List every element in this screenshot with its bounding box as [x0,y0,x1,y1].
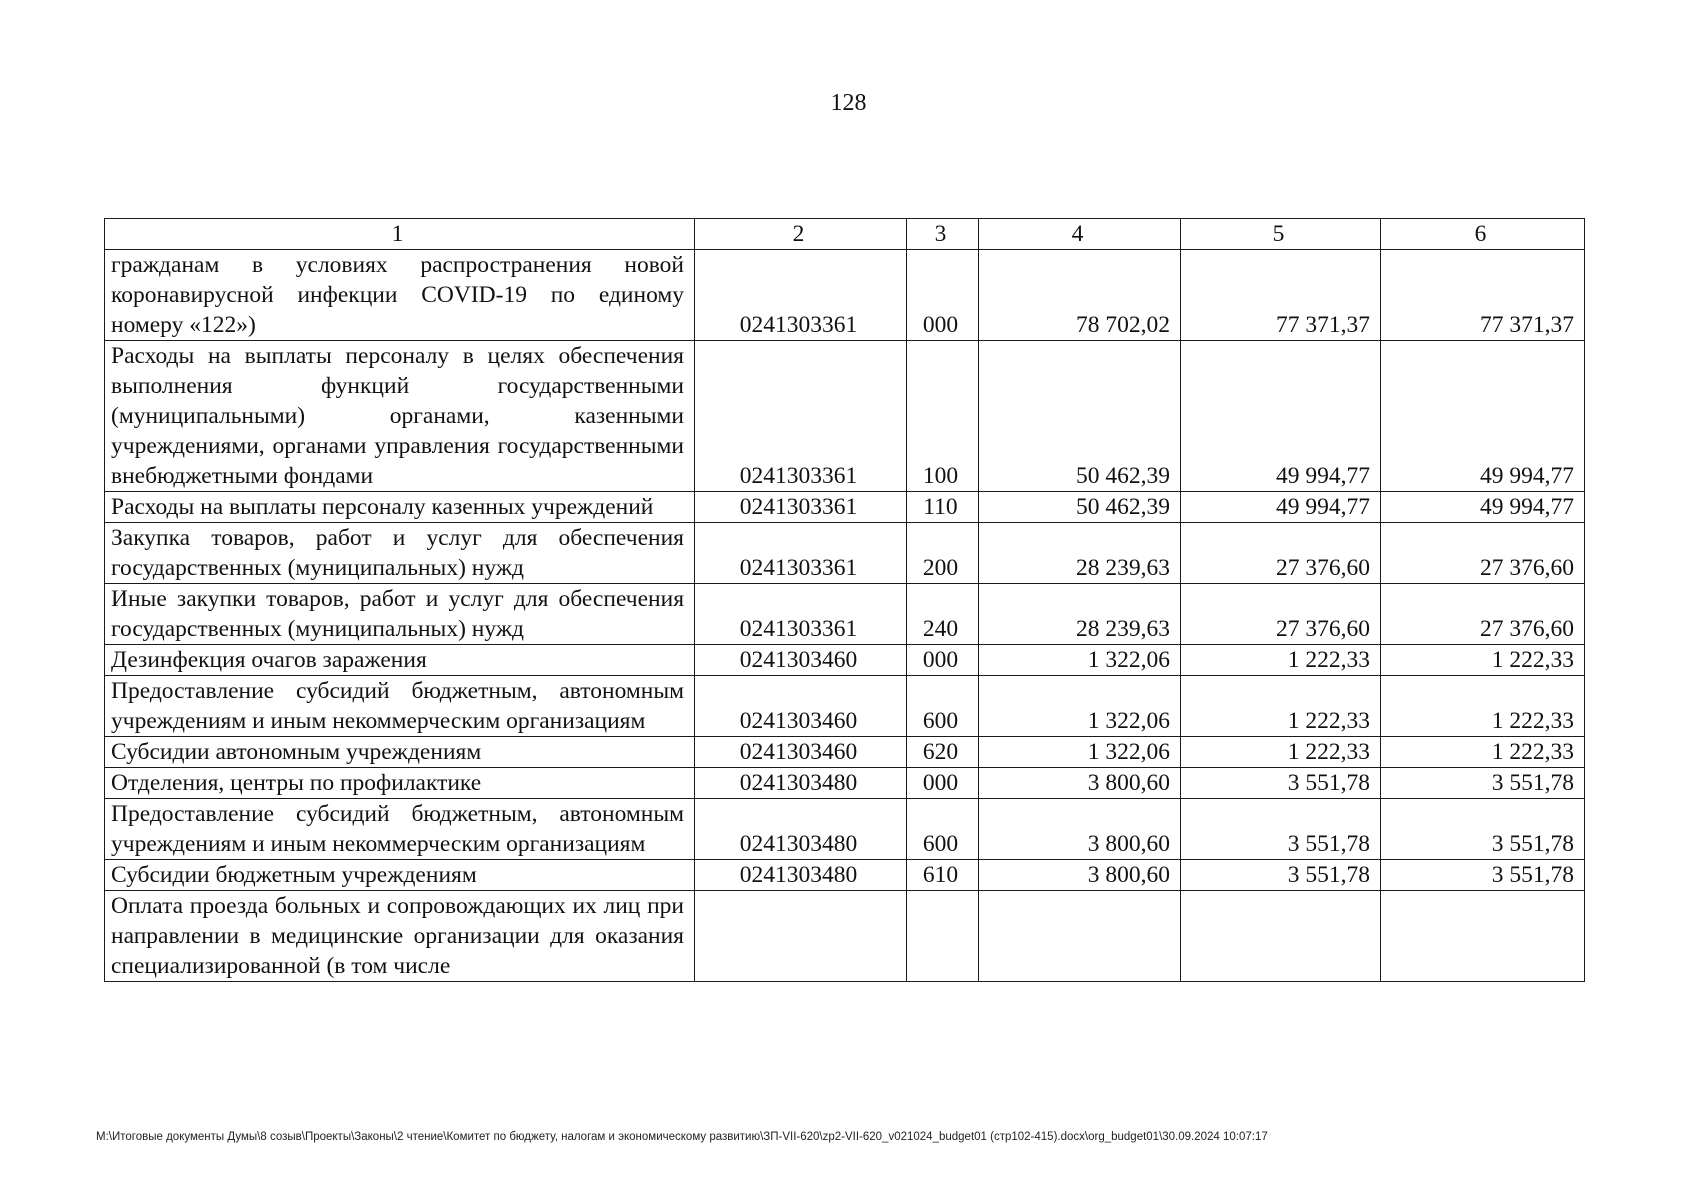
row-target-code: 0241303480 [695,799,907,860]
row-value-col-4: 28 239,63 [979,523,1181,584]
header-col-3: 3 [907,219,979,250]
budget-table [104,218,1585,982]
row-value-col-5: 27 376,60 [1181,584,1381,645]
row-expense-kind [907,891,979,982]
row-value-col-5 [1181,891,1381,982]
table-header-row [105,219,1585,250]
row-value-col-6: 49 994,77 [1381,341,1585,492]
row-target-code: 0241303480 [695,768,907,799]
row-name: Субсидии бюджетным учреждениям [105,860,695,891]
table-row [105,768,1585,799]
row-expense-kind: 240 [907,584,979,645]
row-value-col-5: 49 994,77 [1181,341,1381,492]
row-value-col-6: 77 371,37 [1381,250,1585,341]
row-target-code: 0241303480 [695,860,907,891]
row-name: Закупка товаров, работ и услуг для обеспечения государственных (муниципальных) нужд [105,523,695,584]
row-value-col-6: 49 994,77 [1381,492,1585,523]
row-name: гражданам в условиях распространения новой коронавирусной инфекции COVID-19 по единому номеру «122») [105,250,695,341]
row-value-col-5: 3 551,78 [1181,860,1381,891]
header-col-5: 5 [1181,219,1381,250]
row-value-col-5: 27 376,60 [1181,523,1381,584]
row-name: Иные закупки товаров, работ и услуг для обеспечения государственных (муниципальных) нужд [105,584,695,645]
table-row [105,799,1585,860]
row-expense-kind: 200 [907,523,979,584]
row-value-col-5: 1 222,33 [1181,676,1381,737]
row-expense-kind: 600 [907,799,979,860]
row-value-col-4 [979,891,1181,982]
header-col-6: 6 [1381,219,1585,250]
row-value-col-6: 1 222,33 [1381,676,1585,737]
header-col-4: 4 [979,219,1181,250]
row-value-col-6: 27 376,60 [1381,584,1585,645]
row-expense-kind: 110 [907,492,979,523]
row-value-col-5: 1 222,33 [1181,645,1381,676]
table-row [105,492,1585,523]
row-target-code: 0241303361 [695,341,907,492]
row-value-col-4: 1 322,06 [979,737,1181,768]
row-target-code: 0241303361 [695,523,907,584]
row-expense-kind: 000 [907,768,979,799]
row-value-col-4: 3 800,60 [979,860,1181,891]
row-value-col-4: 1 322,06 [979,645,1181,676]
row-value-col-5: 3 551,78 [1181,768,1381,799]
row-value-col-4: 1 322,06 [979,676,1181,737]
table-row [105,584,1585,645]
row-value-col-5: 77 371,37 [1181,250,1381,341]
row-expense-kind: 620 [907,737,979,768]
row-target-code: 0241303460 [695,676,907,737]
header-col-2: 2 [695,219,907,250]
row-value-col-5: 1 222,33 [1181,737,1381,768]
row-target-code: 0241303361 [695,584,907,645]
document-file-path: M:\Итоговые документы Думы\8 созыв\Проекты\Законы\2 чтение\Комитет по бюджету, налогам и экономическому развитию\ЗП-VII-620\zp2-VII-620_v021024_budget01 (стр102-415).docx\org_budget01\30.09.2024 10:07:17 [96,1131,1268,1143]
table-row [105,341,1585,492]
row-expense-kind: 610 [907,860,979,891]
row-value-col-4: 28 239,63 [979,584,1181,645]
row-expense-kind: 600 [907,676,979,737]
row-name: Предоставление субсидий бюджетным, автономным учреждениям и иным некоммерческим организациям [105,676,695,737]
row-value-col-6: 1 222,33 [1381,645,1585,676]
table-row [105,737,1585,768]
table-row [105,250,1585,341]
page-number: 128 [830,90,867,116]
row-name: Расходы на выплаты персоналу в целях обеспечения выполнения функций государственными (муниципальными) органами, казенными учреждениями, органами управления государственными внебюджетными фондами [105,341,695,492]
row-target-code: 0241303460 [695,645,907,676]
row-name: Оплата проезда больных и сопровождающих их лиц при направлении в медицинские организации для оказания специализированной (в том числе [105,891,695,982]
row-value-col-6: 27 376,60 [1381,523,1585,584]
row-expense-kind: 000 [907,645,979,676]
row-value-col-5: 3 551,78 [1181,799,1381,860]
row-value-col-6: 3 551,78 [1381,768,1585,799]
row-target-code: 0241303361 [695,492,907,523]
header-col-1: 1 [105,219,695,250]
row-name: Предоставление субсидий бюджетным, автономным учреждениям и иным некоммерческим организациям [105,799,695,860]
row-value-col-4: 50 462,39 [979,341,1181,492]
row-name: Отделения, центры по профилактике [105,768,695,799]
row-value-col-4: 50 462,39 [979,492,1181,523]
row-value-col-6: 3 551,78 [1381,860,1585,891]
row-name: Дезинфекция очагов заражения [105,645,695,676]
row-target-code: 0241303361 [695,250,907,341]
row-value-col-5: 49 994,77 [1181,492,1381,523]
table-row [105,891,1585,982]
table-row [105,645,1585,676]
row-value-col-4: 78 702,02 [979,250,1181,341]
row-name: Субсидии автономным учреждениям [105,737,695,768]
row-name: Расходы на выплаты персоналу казенных учреждений [105,492,695,523]
table-row [105,676,1585,737]
row-value-col-6 [1381,891,1585,982]
row-target-code: 0241303460 [695,737,907,768]
row-target-code [695,891,907,982]
row-value-col-4: 3 800,60 [979,768,1181,799]
row-expense-kind: 100 [907,341,979,492]
table-row [105,860,1585,891]
table-row [105,523,1585,584]
row-expense-kind: 000 [907,250,979,341]
row-value-col-6: 1 222,33 [1381,737,1585,768]
row-value-col-6: 3 551,78 [1381,799,1585,860]
row-value-col-4: 3 800,60 [979,799,1181,860]
